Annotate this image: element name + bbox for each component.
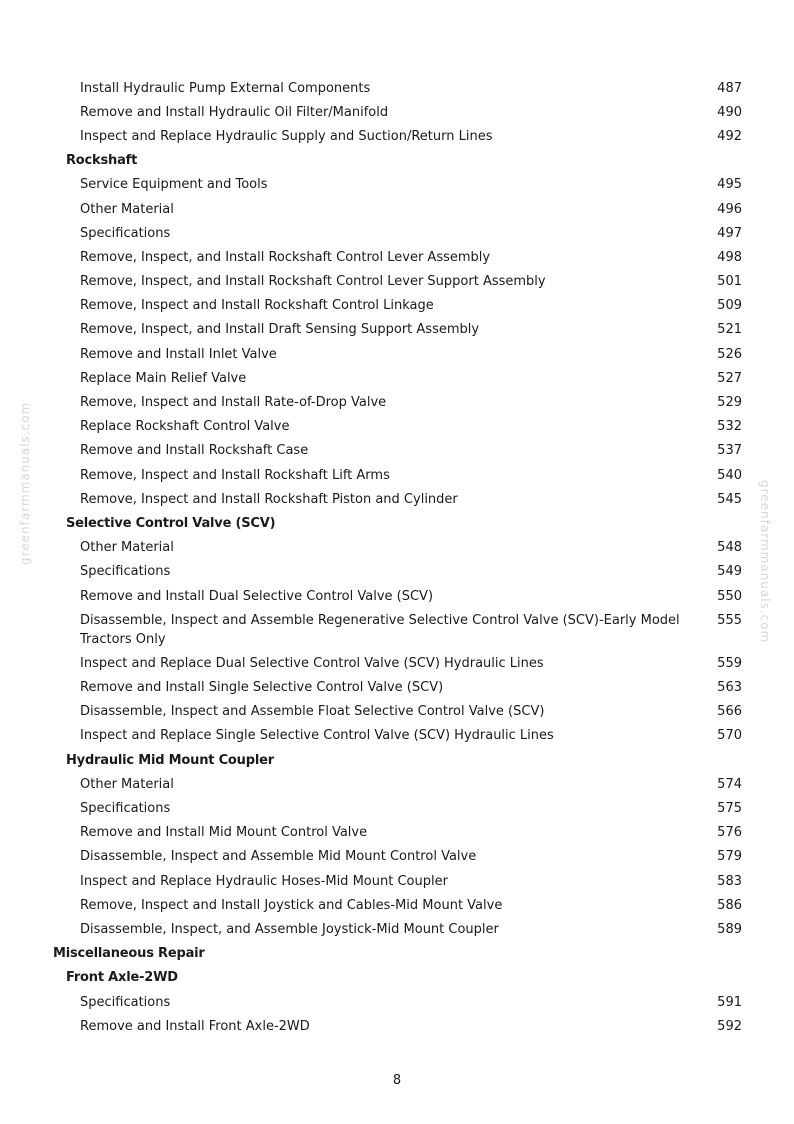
toc-entry-title: Remove and Install Hydraulic Oil Filter/Manifold bbox=[80, 104, 389, 120]
toc-entry[interactable] bbox=[0, 439, 794, 463]
toc-entry-title: Other Material bbox=[80, 201, 174, 217]
toc-entry-page-number: 570 bbox=[717, 728, 742, 744]
toc-entry-title: Specifications bbox=[80, 994, 171, 1010]
toc-entry-title: Selective Control Valve (SCV) bbox=[66, 515, 276, 531]
toc-entry[interactable] bbox=[0, 390, 794, 414]
toc-entry-title: Inspect and Replace Single Selective Control Valve (SCV) Hydraulic Lines bbox=[80, 728, 554, 744]
toc-entry-page-number: 527 bbox=[717, 370, 742, 386]
toc-section-heading[interactable] bbox=[0, 511, 794, 535]
toc-entry-page-number: 495 bbox=[717, 177, 742, 193]
table-of-contents bbox=[0, 76, 794, 1038]
toc-entry[interactable] bbox=[0, 893, 794, 917]
toc-entry-page-number: 583 bbox=[717, 873, 742, 889]
toc-entry-title: Disassemble, Inspect and Assemble Mid Mount Control Valve bbox=[80, 849, 477, 865]
toc-entry-title: Service Equipment and Tools bbox=[80, 177, 268, 193]
toc-entry[interactable] bbox=[0, 463, 794, 487]
toc-entry-title: Disassemble, Inspect and Assemble Regenerative Selective Control Valve (SCV)-Early Model Tractors Only bbox=[80, 612, 680, 647]
toc-entry[interactable] bbox=[0, 724, 794, 748]
toc-section-heading[interactable] bbox=[0, 966, 794, 990]
toc-entry-page-number: 540 bbox=[717, 467, 742, 483]
toc-entry-title: Remove and Install Single Selective Control Valve (SCV) bbox=[80, 680, 444, 696]
toc-entry-page-number: 566 bbox=[717, 704, 742, 720]
toc-entry-page-number: 591 bbox=[717, 994, 742, 1010]
toc-entry[interactable] bbox=[0, 366, 794, 390]
toc-entry-title: Remove and Install Rockshaft Case bbox=[80, 443, 309, 459]
toc-entry[interactable] bbox=[0, 676, 794, 700]
toc-entry-title: Inspect and Replace Hydraulic Hoses-Mid Mount Coupler bbox=[80, 873, 448, 889]
toc-entry-title: Remove, Inspect, and Install Draft Sensing Support Assembly bbox=[80, 322, 480, 338]
toc-entry-title: Inspect and Replace Hydraulic Supply and Suction/Return Lines bbox=[80, 128, 493, 144]
toc-entry[interactable] bbox=[0, 173, 794, 197]
toc-entry-title: Front Axle-2WD bbox=[66, 970, 178, 986]
toc-entry-title: Replace Main Relief Valve bbox=[80, 370, 247, 386]
watermark-left: greenfarmmanuals.com bbox=[18, 401, 32, 565]
toc-entry-page-number: 550 bbox=[717, 588, 742, 604]
toc-entry[interactable] bbox=[0, 845, 794, 869]
toc-entry-title: Disassemble, Inspect, and Assemble Joystick-Mid Mount Coupler bbox=[80, 921, 499, 937]
toc-entry-page-number: 548 bbox=[717, 540, 742, 556]
toc-entry-page-number: 537 bbox=[717, 443, 742, 459]
toc-entry-page-number: 563 bbox=[717, 680, 742, 696]
toc-entry-title: Remove, Inspect and Install Rockshaft Control Linkage bbox=[80, 298, 434, 314]
toc-entry-page-number: 501 bbox=[717, 274, 742, 290]
toc-entry-title: Remove, Inspect, and Install Rockshaft Control Lever Assembly bbox=[80, 249, 491, 265]
toc-entry-page-number: 521 bbox=[717, 322, 742, 338]
toc-entry-title: Remove and Install Mid Mount Control Valve bbox=[80, 825, 368, 841]
toc-entry-page-number: 555 bbox=[717, 612, 742, 628]
toc-entry-title: Remove and Install Front Axle-2WD bbox=[80, 1018, 310, 1034]
toc-entry[interactable] bbox=[0, 415, 794, 439]
toc-entry-title: Remove and Install Dual Selective Control Valve (SCV) bbox=[80, 588, 434, 604]
toc-entry-page-number: 497 bbox=[717, 225, 742, 241]
toc-entry[interactable] bbox=[0, 342, 794, 366]
toc-entry[interactable] bbox=[0, 917, 794, 941]
toc-entry[interactable] bbox=[0, 821, 794, 845]
toc-entry[interactable] bbox=[0, 536, 794, 560]
toc-entry-title: Hydraulic Mid Mount Coupler bbox=[66, 752, 274, 768]
toc-entry[interactable] bbox=[0, 100, 794, 124]
toc-section-heading[interactable] bbox=[0, 748, 794, 772]
toc-entry-title: Rockshaft bbox=[66, 153, 138, 169]
toc-entry-page-number: 574 bbox=[717, 776, 742, 792]
toc-entry[interactable] bbox=[0, 990, 794, 1014]
toc-section-heading[interactable] bbox=[0, 942, 794, 966]
toc-entry-title: Install Hydraulic Pump External Components bbox=[80, 80, 371, 96]
toc-entry-page-number: 559 bbox=[717, 655, 742, 671]
toc-entry-page-number: 545 bbox=[717, 491, 742, 507]
toc-entry-title: Disassemble, Inspect and Assemble Float Selective Control Valve (SCV) bbox=[80, 704, 545, 720]
toc-entry-title: Remove, Inspect and Install Rate-of-Drop Valve bbox=[80, 395, 387, 411]
toc-entry-page-number: 576 bbox=[717, 825, 742, 841]
toc-entry-page-number: 532 bbox=[717, 419, 742, 435]
toc-entry-page-number: 592 bbox=[717, 1018, 742, 1034]
toc-entry[interactable] bbox=[0, 221, 794, 245]
toc-entry[interactable] bbox=[0, 608, 794, 651]
toc-entry-page-number: 579 bbox=[717, 849, 742, 865]
toc-entry[interactable] bbox=[0, 124, 794, 148]
toc-entry-page-number: 586 bbox=[717, 897, 742, 913]
toc-entry-page-number: 509 bbox=[717, 298, 742, 314]
toc-entry[interactable] bbox=[0, 1014, 794, 1038]
toc-entry-page-number: 526 bbox=[717, 346, 742, 362]
toc-entry-title: Remove, Inspect and Install Joystick and Cables-Mid Mount Valve bbox=[80, 897, 503, 913]
toc-entry[interactable] bbox=[0, 560, 794, 584]
toc-entry-title: Other Material bbox=[80, 776, 174, 792]
toc-entry[interactable] bbox=[0, 584, 794, 608]
toc-entry-title: Specifications bbox=[80, 564, 171, 580]
toc-entry-title: Specifications bbox=[80, 801, 171, 817]
watermark-right: greenfarmmanuals.com bbox=[758, 480, 772, 644]
toc-entry[interactable] bbox=[0, 651, 794, 675]
toc-entry-page-number: 487 bbox=[717, 80, 742, 96]
toc-entry[interactable] bbox=[0, 869, 794, 893]
toc-entry-page-number: 490 bbox=[717, 104, 742, 120]
toc-entry-title: Miscellaneous Repair bbox=[53, 946, 205, 962]
toc-entry[interactable] bbox=[0, 245, 794, 269]
toc-entry[interactable] bbox=[0, 76, 794, 100]
toc-entry[interactable] bbox=[0, 270, 794, 294]
toc-entry[interactable] bbox=[0, 197, 794, 221]
toc-entry-title: Remove and Install Inlet Valve bbox=[80, 346, 277, 362]
toc-section-heading[interactable] bbox=[0, 149, 794, 173]
toc-entry[interactable] bbox=[0, 796, 794, 820]
toc-entry-title: Other Material bbox=[80, 540, 174, 556]
toc-entry[interactable] bbox=[0, 318, 794, 342]
toc-entry[interactable] bbox=[0, 700, 794, 724]
toc-entry-page-number: 496 bbox=[717, 201, 742, 217]
toc-entry[interactable] bbox=[0, 772, 794, 796]
toc-entry-page-number: 575 bbox=[717, 801, 742, 817]
toc-entry-title: Remove, Inspect and Install Rockshaft Piston and Cylinder bbox=[80, 491, 458, 507]
toc-entry[interactable] bbox=[0, 487, 794, 511]
toc-entry-page-number: 589 bbox=[717, 921, 742, 937]
toc-entry-title: Specifications bbox=[80, 225, 171, 241]
page-number: 8 bbox=[392, 1073, 402, 1088]
toc-entry-page-number: 492 bbox=[717, 128, 742, 144]
toc-entry-title: Inspect and Replace Dual Selective Control Valve (SCV) Hydraulic Lines bbox=[80, 655, 544, 671]
toc-entry[interactable] bbox=[0, 294, 794, 318]
toc-entry-page-number: 498 bbox=[717, 249, 742, 265]
toc-entry-title: Remove, Inspect and Install Rockshaft Lift Arms bbox=[80, 467, 390, 483]
toc-entry-page-number: 549 bbox=[717, 564, 742, 580]
toc-entry-title: Replace Rockshaft Control Valve bbox=[80, 419, 290, 435]
toc-entry-page-number: 529 bbox=[717, 395, 742, 411]
toc-entry-title: Remove, Inspect, and Install Rockshaft Control Lever Support Assembly bbox=[80, 274, 546, 290]
